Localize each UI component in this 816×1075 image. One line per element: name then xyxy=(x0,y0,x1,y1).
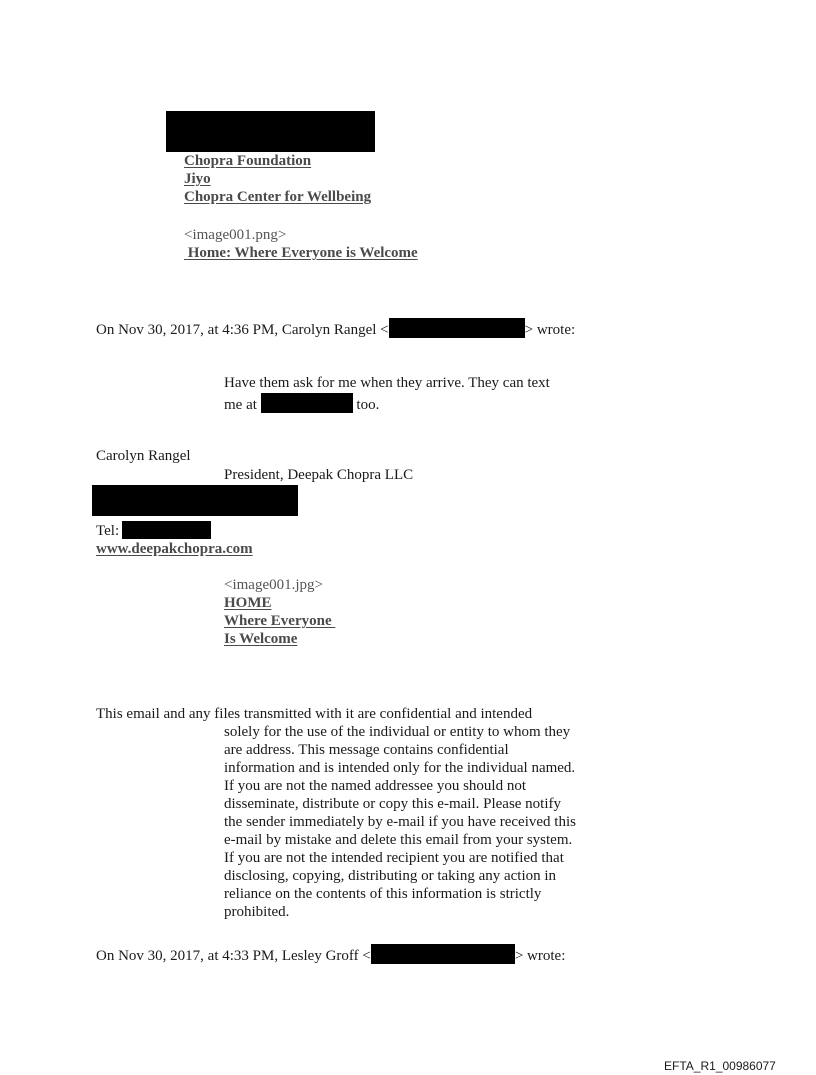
reply-header-prefix: On Nov 30, 2017, at 4:36 PM, Carolyn Rangel < xyxy=(96,322,389,338)
sender-title: President, Deepak Chopra LLC xyxy=(224,467,414,483)
redaction-block-top xyxy=(166,111,375,152)
message-body-line-1: Have them ask for me when they arrive. They can text xyxy=(224,375,550,391)
body-line2-suffix: too. xyxy=(356,397,380,413)
reply2-header-suffix: > wrote: xyxy=(514,948,566,964)
image-placeholder-jpg: <image001.jpg> xyxy=(224,577,323,593)
reply-header-lesley xyxy=(96,944,565,965)
reply-header-suffix: > wrote: xyxy=(524,322,576,338)
redaction-block-address xyxy=(92,485,298,516)
message-body-line-2 xyxy=(224,393,379,414)
disclaimer-line: are address. This message contains confidential xyxy=(224,742,509,758)
disclaimer-line: prohibited. xyxy=(224,904,290,920)
image-placeholder-png: <image001.png> xyxy=(184,227,287,243)
signature-top xyxy=(184,152,371,206)
redacted-email-lesley xyxy=(371,944,515,964)
tel-label: Tel: xyxy=(96,523,120,539)
disclaimer-line: solely for the use of the individual or entity to whom they xyxy=(224,724,571,740)
document-id: EFTA_R1_00986077 xyxy=(664,1059,776,1073)
disclaimer-line: reliance on the contents of this information is strictly xyxy=(224,886,542,902)
link-home-welcome[interactable] xyxy=(184,244,418,262)
link-is-welcome[interactable]: Is Welcome xyxy=(224,631,298,647)
link-where-everyone[interactable]: Where Everyone xyxy=(224,613,336,629)
redacted-telephone xyxy=(122,521,211,539)
link-website[interactable]: www.deepakchopra.com xyxy=(96,541,253,557)
link-chopra-foundation[interactable]: Chopra Foundation xyxy=(184,153,312,169)
disclaimer-line: If you are not the named addressee you should not xyxy=(224,778,526,794)
redacted-email-carolyn xyxy=(389,318,525,338)
link-chopra-center[interactable]: Chopra Center for Wellbeing xyxy=(184,189,372,205)
body-line2-prefix: me at xyxy=(224,397,257,413)
disclaimer-line: disseminate, distribute or copy this e-mail. Please notify xyxy=(224,796,562,812)
disclaimer-body xyxy=(224,723,576,921)
link-jiyo[interactable]: Jiyo xyxy=(184,171,211,187)
telephone-line xyxy=(96,521,211,540)
redacted-phone xyxy=(261,393,353,413)
disclaimer-line: e-mail by mistake and delete this email from your system. xyxy=(224,832,573,848)
reply2-header-prefix: On Nov 30, 2017, at 4:33 PM, Lesley Groff < xyxy=(96,948,371,964)
disclaimer-line: the sender immediately by e-mail if you have received this xyxy=(224,814,576,830)
sender-name: Carolyn Rangel xyxy=(96,448,191,464)
disclaimer-line: disclosing, copying, distributing or taking any action in xyxy=(224,868,557,884)
disclaimer-line: If you are not the intended recipient you are notified that xyxy=(224,850,564,866)
disclaimer-line-1: This email and any files transmitted with it are confidential and intended xyxy=(96,706,533,722)
disclaimer-line: information and is intended only for the individual named. xyxy=(224,760,576,776)
reply-header-carolyn xyxy=(96,318,575,339)
link-home[interactable]: HOME xyxy=(224,595,272,611)
link-home-welcome-text[interactable]: Home: Where Everyone is Welcome xyxy=(187,245,418,261)
home-link-block xyxy=(224,594,335,648)
